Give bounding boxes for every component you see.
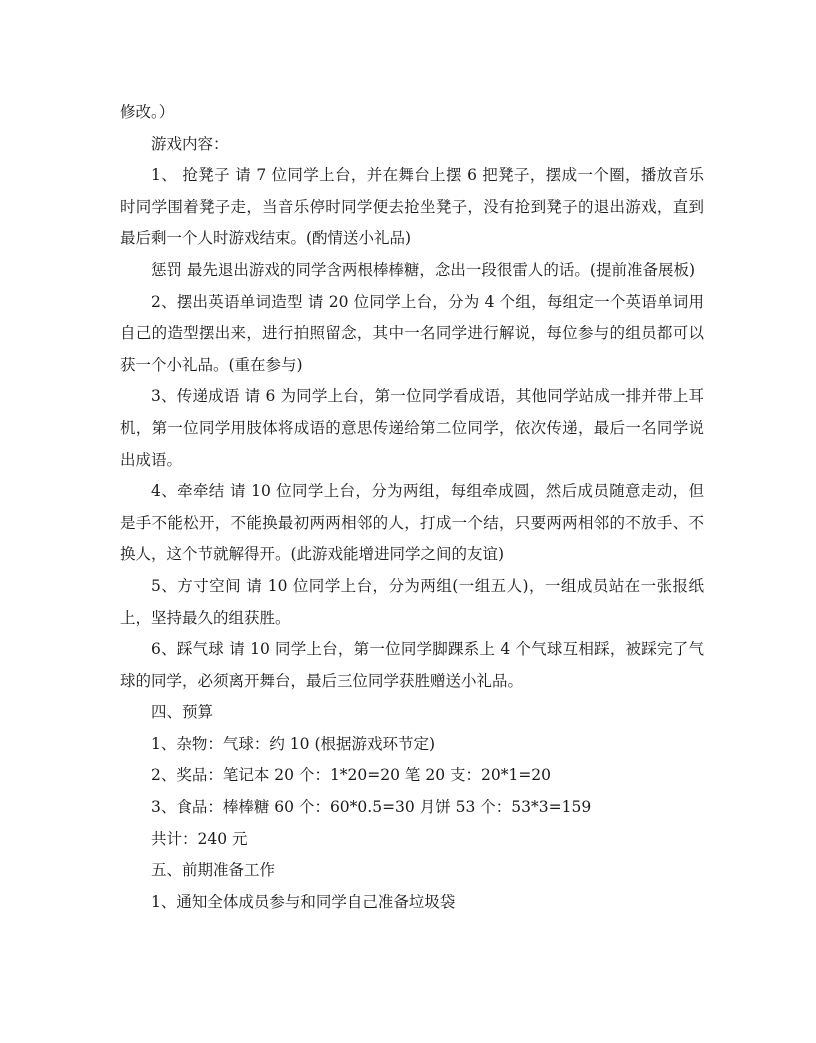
paragraph-game-2: 2、摆出英语单词造型 请 20 位同学上台，分为 4 个组，每组定一个英语单词用自己的造型摆出来，进行拍照留念，其中一名同学进行解说，每位参与的组员都可以获一个小礼品。(重在参与) bbox=[120, 292, 704, 374]
section-heading-preparation: 五、前期准备工作 bbox=[151, 861, 276, 880]
document-body bbox=[120, 97, 704, 918]
budget-total: 共计：240 元 bbox=[151, 829, 248, 848]
budget-item-prizes: 2、奖品：笔记本 20 个：1*20=20 笔 20 支：20*1=20 bbox=[151, 766, 552, 785]
paragraph-game-3: 3、传递成语 请 6 为同学上台，第一位同学看成语，其他同学站成一排并带上耳机，第一位同学用肢体将成语的意思传递给第二位同学，依次传递，最后一名同学说出成语。 bbox=[120, 387, 704, 469]
paragraph-game-6: 6、踩气球 请 10 同学上台，第一位同学脚踝系上 4 个气球互相踩，被踩完了气球的同学，必须离开舞台，最后三位同学获胜赠送小礼品。 bbox=[120, 640, 704, 690]
budget-item-misc: 1、杂物：气球：约 10 (根据游戏环节定) bbox=[151, 734, 436, 753]
paragraph-game-4: 4、牵牵结 请 10 位同学上台，分为两组，每组牵成圆，然后成员随意走动，但是手不能松开，不能换最初两两相邻的人，打成一个结，只要两两相邻的不放手、不换人，这个节就解得开。(此游戏能增进同学之间的友谊) bbox=[120, 482, 704, 564]
paragraph-game-1: 1、 抢凳子 请 7 位同学上台，并在舞台上摆 6 把凳子，摆成一个圈，播放音乐时同学围着凳子走，当音乐停时同学便去抢坐凳子，没有抢到凳子的退出游戏，直到最后剩一个人时游戏结束。(酌情送小礼品) bbox=[120, 166, 704, 248]
preparation-item-1: 1、通知全体成员参与和同学自己准备垃圾袋 bbox=[151, 892, 456, 911]
budget-item-food: 3、食品：棒棒糖 60 个：60*0.5=30 月饼 53 个：53*3=159 bbox=[151, 798, 592, 817]
paragraph-game-5: 5、方寸空间 请 10 位同学上台，分为两组(一组五人)，一组成员站在一张报纸上，坚持最久的组获胜。 bbox=[120, 576, 704, 627]
paragraph-intro-end: 修改。） bbox=[120, 103, 175, 121]
paragraph-game-content-heading: 游戏内容： bbox=[151, 134, 229, 153]
paragraph-penalty: 惩罚 最先退出游戏的同学含两根棒棒糖，念出一段很雷人的话。(提前准备展板) bbox=[151, 260, 696, 279]
section-heading-budget: 四、预算 bbox=[151, 703, 214, 722]
